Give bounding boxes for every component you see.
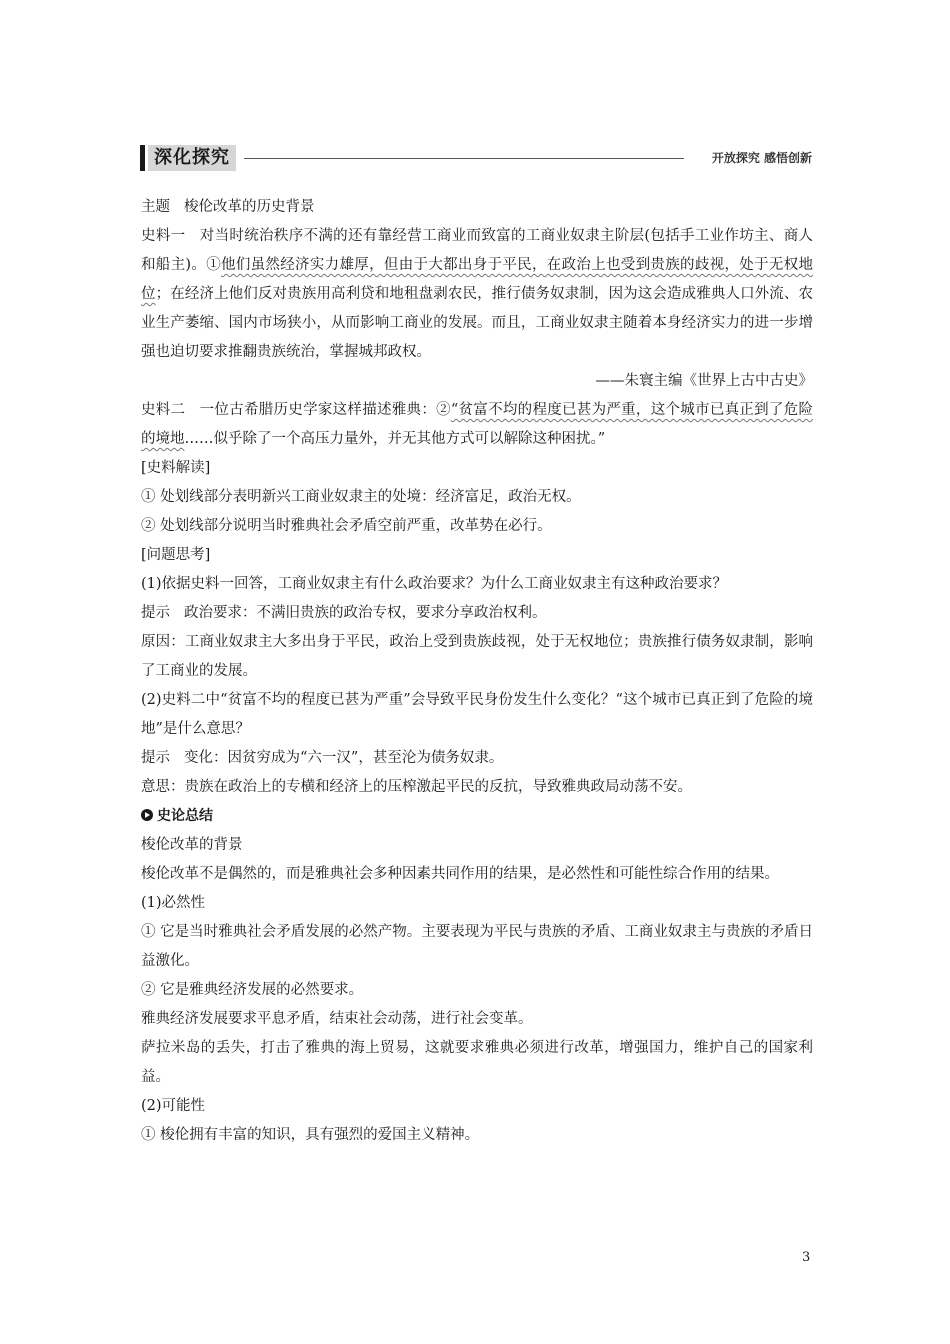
answer-one-demand-text: 政治要求：不满旧贵族的政治专权，要求分享政治权利。 — [184, 605, 547, 621]
possibility-item: ① 梭伦拥有丰富的知识，具有强烈的爱国主义精神。 — [141, 1127, 480, 1143]
necessity-item: ① 它是当时雅典社会矛盾发展的必然产物。主要表现为平民与贵族的矛盾、工商业奴隶主与贵族的矛盾日益激化。 — [141, 924, 813, 969]
source-one-text-a: 对当时统治秩序不满的还有靠经营工商业而致富的工商业奴隶主阶层(包括手工业作坊主、商人和船主)。① — [141, 228, 814, 273]
header-rule — [244, 158, 684, 159]
summary-heading-text: 史论总结 — [157, 808, 213, 824]
interpretation-item: ① 处划线部分表明新兴工商业奴隶主的处境：经济富足，政治无权。 — [141, 489, 581, 505]
necessity-item: 雅典经济发展要求平息矛盾，结束社会动荡，进行社会变革。 — [141, 1011, 533, 1027]
answer-two-meaning: 意思：贵族在政治上的专横和经济上的压榨激起平民的反抗，导致雅典政局动荡不安。 — [141, 779, 692, 795]
source-one-underlined: 他们虽然经济实力雄厚，但由于大都出身于平民，在政治上也受到贵族的歧视，处于无权地位 — [141, 257, 813, 302]
questions-heading: [问题思考] — [141, 547, 211, 563]
section-title: 深化探究 — [148, 145, 236, 171]
source-two-text-b: ……似乎除了一个高压力量外，并无其他方式可以解除这种困扰。” — [184, 431, 606, 447]
play-circle-icon — [141, 809, 153, 821]
summary-title: 梭伦改革的背景 — [141, 837, 243, 853]
necessity-item: 萨拉米岛的丢失，打击了雅典的海上贸易，这就要求雅典必须进行改革，增强国力，维护自己的国家利益。 — [141, 1040, 813, 1085]
necessity-heading: (1)必然性 — [141, 895, 206, 911]
interpretation-item: ② 处划线部分说明当时雅典社会矛盾空前严重，改革势在必行。 — [141, 518, 552, 534]
source-one-citation: ——朱寰主编《世界上古中古史》 — [595, 373, 813, 389]
necessity-item: ② 它是雅典经济发展的必然要求。 — [141, 982, 364, 998]
source-two — [141, 396, 813, 454]
section-header — [140, 143, 812, 173]
summary-heading — [141, 802, 813, 831]
interpretation-heading: [史料解读] — [141, 460, 211, 476]
source-one-label: 史料一 — [141, 228, 186, 244]
hint-label: 提示 — [141, 750, 170, 766]
section-tagline: 开放探究 感悟创新 — [711, 151, 812, 165]
answer-two-change-text: 变化：因贫穷成为“六一汉”，甚至沦为债务奴隶。 — [184, 750, 504, 766]
answer-one-demand — [141, 599, 813, 628]
header-bar — [140, 145, 145, 171]
source-two-underlined: “贫富不均的程度已甚为严重，这个城市已真正到了危险的境地 — [141, 402, 813, 447]
answer-two-change — [141, 744, 813, 773]
topic-label: 主题 — [141, 199, 170, 215]
page-content — [141, 193, 813, 1150]
source-two-text-a: 一位古希腊历史学家这样描述雅典：② — [199, 402, 451, 418]
page-number: 3 — [802, 1250, 811, 1265]
question-two: (2)史料二中“贫富不均的程度已甚为严重”会导致平民身份发生什么变化？“这个城市已真正到了危险的境地”是什么意思？ — [141, 692, 813, 737]
source-one — [141, 222, 813, 367]
possibility-heading: (2)可能性 — [141, 1098, 206, 1114]
question-one: (1)依据史料一回答，工商业奴隶主有什么政治要求？为什么工商业奴隶主有这种政治要求？ — [141, 576, 728, 592]
hint-label: 提示 — [141, 605, 170, 621]
topic-line — [141, 193, 813, 222]
source-two-label: 史料二 — [141, 402, 186, 418]
topic-text: 梭伦改革的历史背景 — [184, 199, 315, 215]
summary-intro: 梭伦改革不是偶然的，而是雅典社会多种因素共同作用的结果，是必然性和可能性综合作用的结果。 — [141, 866, 779, 882]
source-one-text-b: ；在经济上他们反对贵族用高利贷和地租盘剥农民，推行债务奴隶制，因为这会造成雅典人口外流、农业生产萎缩、国内市场狭小，从而影响工商业的发展。而且，工商业奴隶主随着本身经济实力的进一步增强也迫切要求推翻贵族统治，掌握城邦政权。 — [141, 286, 814, 360]
answer-one-reason: 原因：工商业奴隶主大多出身于平民，政治上受到贵族歧视，处于无权地位；贵族推行债务奴隶制，影响了工商业的发展。 — [141, 634, 813, 679]
